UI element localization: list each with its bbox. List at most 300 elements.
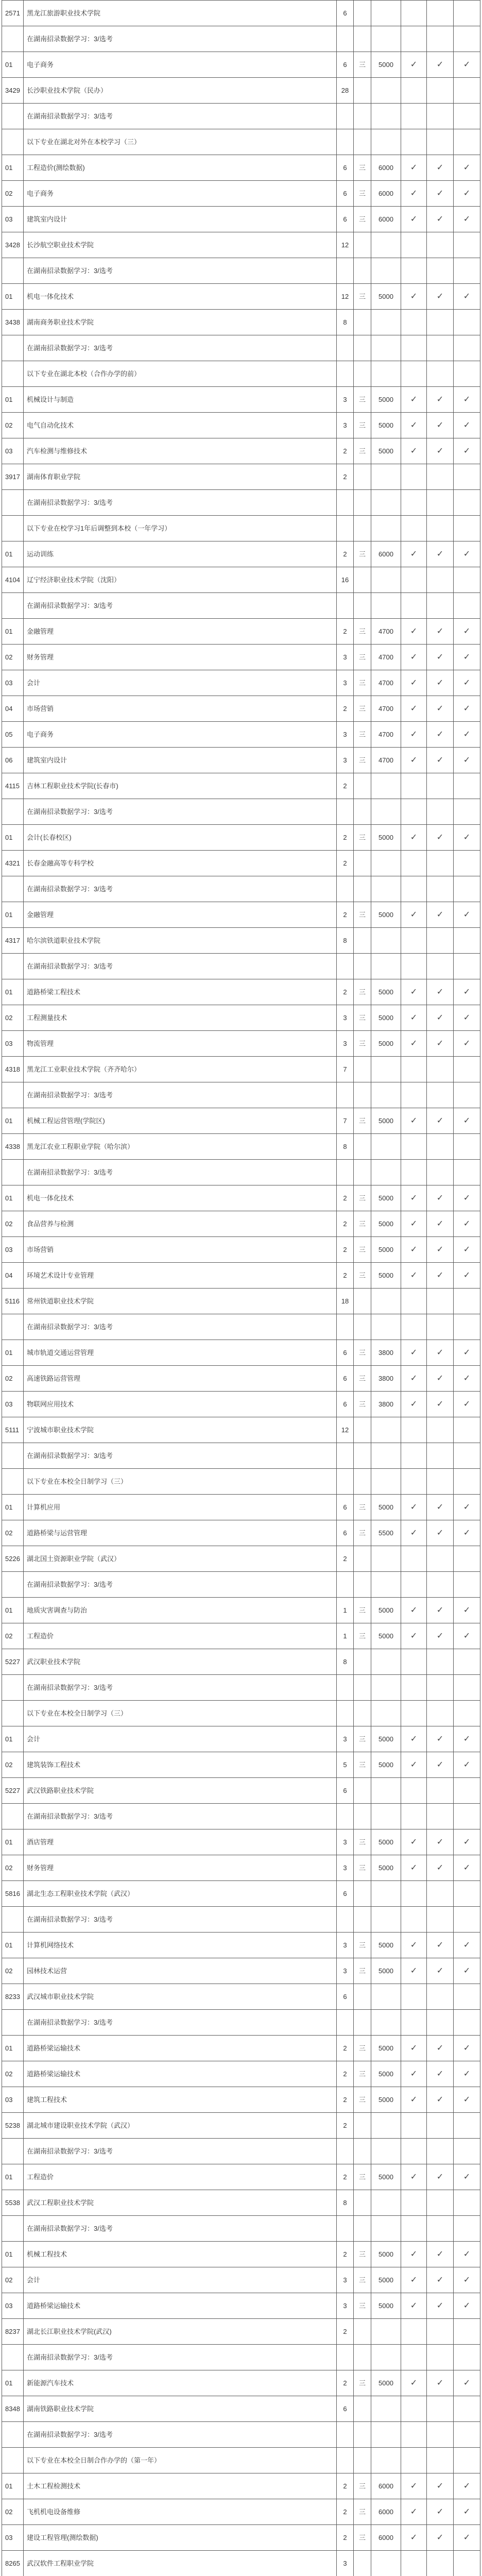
school-row [2, 1984, 480, 2010]
duration-cell: 三 [354, 1520, 371, 1546]
name-cell: 会计 [24, 2267, 337, 2293]
check-cell-b: ✓ [427, 1340, 454, 1366]
count-cell: 2 [337, 2087, 354, 2113]
check-cell-a: ✓ [401, 1031, 427, 1057]
check-cell-b: ✓ [427, 722, 454, 748]
fee-cell: 5000 [371, 2061, 401, 2087]
check-cell-c: ✓ [454, 748, 480, 773]
code-cell [2, 954, 24, 979]
count-cell: 6 [337, 1392, 354, 1417]
note-row [2, 2345, 480, 2370]
duration-cell: 三 [354, 748, 371, 773]
note-row [2, 2139, 480, 2164]
major-row [2, 1392, 480, 1417]
check-cell-b [427, 78, 454, 104]
code-cell: 02 [2, 413, 24, 438]
fee-cell: 4700 [371, 619, 401, 645]
check-cell-a [401, 1314, 427, 1340]
check-cell-a [401, 2216, 427, 2242]
check-cell-c: ✓ [454, 2473, 480, 2499]
fee-cell: 5000 [371, 2370, 401, 2396]
check-cell-c [454, 2345, 480, 2370]
check-cell-a [401, 1675, 427, 1701]
duration-cell [354, 361, 371, 387]
code-cell [2, 1314, 24, 1340]
check-cell-c [454, 1701, 480, 1726]
check-cell-a: ✓ [401, 2087, 427, 2113]
check-cell-b: ✓ [427, 2267, 454, 2293]
major-row [2, 541, 480, 567]
check-cell-a: ✓ [401, 1340, 427, 1366]
code-cell: 5111 [2, 1417, 24, 1443]
school-row [2, 1289, 480, 1314]
check-cell-b: ✓ [427, 2164, 454, 2190]
duration-cell: 三 [354, 2164, 371, 2190]
count-cell: 2 [337, 696, 354, 722]
note-row [2, 1804, 480, 1829]
fee-cell [371, 1675, 401, 1701]
check-cell-c [454, 593, 480, 619]
fee-cell: 4700 [371, 670, 401, 696]
major-row [2, 696, 480, 722]
check-cell-b: ✓ [427, 181, 454, 207]
name-cell: 食品营养与检测 [24, 1211, 337, 1237]
check-cell-b [427, 1, 454, 26]
code-cell: 01 [2, 2164, 24, 2190]
check-cell-c [454, 567, 480, 593]
count-cell: 2 [337, 2242, 354, 2267]
check-cell-a: ✓ [401, 387, 427, 413]
duration-cell: 三 [354, 1829, 371, 1855]
check-cell-a [401, 2319, 427, 2345]
check-cell-b: ✓ [427, 696, 454, 722]
code-cell: 01 [2, 1495, 24, 1520]
name-cell: 机械工程运营管理(学院区) [24, 1108, 337, 1134]
check-cell-a [401, 516, 427, 541]
check-cell-a [401, 1778, 427, 1804]
check-cell-c: ✓ [454, 155, 480, 181]
code-cell [2, 1469, 24, 1495]
name-cell: 土木工程检测技术 [24, 2473, 337, 2499]
code-cell: 03 [2, 670, 24, 696]
count-cell: 6 [337, 1366, 354, 1392]
fee-cell: 5000 [371, 284, 401, 310]
fee-cell [371, 1804, 401, 1829]
check-cell-b: ✓ [427, 541, 454, 567]
school-row [2, 773, 480, 799]
note-row [2, 1314, 480, 1340]
count-cell: 2 [337, 1237, 354, 1263]
duration-cell: 三 [354, 284, 371, 310]
fee-cell: 5000 [371, 2087, 401, 2113]
fee-cell [371, 1, 401, 26]
duration-cell: 三 [354, 1211, 371, 1237]
duration-cell: 三 [354, 1495, 371, 1520]
code-cell: 02 [2, 2267, 24, 2293]
name-cell: 道路桥梁运输技术 [24, 2036, 337, 2061]
check-cell-a: ✓ [401, 181, 427, 207]
check-cell-c [454, 1417, 480, 1443]
name-cell: 计算机网络技术 [24, 1933, 337, 1958]
duration-cell: 三 [354, 1623, 371, 1649]
duration-cell [354, 851, 371, 876]
check-cell-c: ✓ [454, 979, 480, 1005]
check-cell-a [401, 567, 427, 593]
name-cell: 会计 [24, 1726, 337, 1752]
count-cell [337, 876, 354, 902]
check-cell-a: ✓ [401, 284, 427, 310]
duration-cell: 三 [354, 52, 371, 78]
count-cell: 2 [337, 541, 354, 567]
fee-cell [371, 567, 401, 593]
check-cell-c: ✓ [454, 2525, 480, 2551]
check-cell-b: ✓ [427, 1366, 454, 1392]
name-cell: 道路桥梁与运营管理 [24, 1520, 337, 1546]
check-cell-a: ✓ [401, 2242, 427, 2267]
name-cell: 长沙航空职业技术学院 [24, 232, 337, 258]
check-cell-b [427, 851, 454, 876]
count-cell [337, 104, 354, 129]
fee-cell [371, 335, 401, 361]
duration-cell [354, 876, 371, 902]
code-cell: 01 [2, 1598, 24, 1623]
check-cell-a [401, 129, 427, 155]
count-cell: 6 [337, 1778, 354, 1804]
check-cell-a: ✓ [401, 1237, 427, 1263]
count-cell: 2 [337, 2113, 354, 2139]
fee-cell [371, 104, 401, 129]
duration-cell: 三 [354, 2499, 371, 2525]
count-cell [337, 1443, 354, 1469]
name-cell: 会计 [24, 670, 337, 696]
code-cell: 01 [2, 387, 24, 413]
major-row [2, 619, 480, 645]
check-cell-a: ✓ [401, 1958, 427, 1984]
duration-cell: 三 [354, 1263, 371, 1289]
check-cell-c [454, 1, 480, 26]
name-cell: 哈尔滨铁道职业技术学院 [24, 928, 337, 954]
major-row [2, 155, 480, 181]
code-cell: 03 [2, 207, 24, 232]
duration-cell [354, 1289, 371, 1314]
name-cell: 机械工程技术 [24, 2242, 337, 2267]
duration-cell [354, 2448, 371, 2473]
duration-cell [354, 1984, 371, 2010]
count-cell: 2 [337, 438, 354, 464]
check-cell-c: ✓ [454, 438, 480, 464]
count-cell: 2 [337, 2370, 354, 2396]
check-cell-b: ✓ [427, 1598, 454, 1623]
check-cell-a: ✓ [401, 748, 427, 773]
name-cell: 在湖南招录数据学习：3/选考 [24, 593, 337, 619]
duration-cell [354, 2190, 371, 2216]
check-cell-a [401, 1984, 427, 2010]
check-cell-c [454, 2448, 480, 2473]
name-cell: 在湖南招录数据学习：3/选考 [24, 2139, 337, 2164]
code-cell: 03 [2, 1237, 24, 1263]
check-cell-a [401, 851, 427, 876]
check-cell-a [401, 1907, 427, 1933]
count-cell: 2 [337, 1185, 354, 1211]
fee-cell [371, 464, 401, 490]
code-cell [2, 2345, 24, 2370]
count-cell [337, 26, 354, 52]
fee-cell: 5000 [371, 1933, 401, 1958]
fee-cell: 5000 [371, 1598, 401, 1623]
fee-cell: 4700 [371, 748, 401, 773]
major-row [2, 207, 480, 232]
check-cell-b [427, 1572, 454, 1598]
check-cell-c: ✓ [454, 1185, 480, 1211]
name-cell: 武汉职业技术学院 [24, 1649, 337, 1675]
check-cell-b: ✓ [427, 619, 454, 645]
check-cell-c [454, 2139, 480, 2164]
check-cell-a [401, 1057, 427, 1082]
count-cell [337, 1160, 354, 1185]
check-cell-b [427, 773, 454, 799]
fee-cell [371, 1057, 401, 1082]
fee-cell: 5000 [371, 52, 401, 78]
check-cell-b [427, 2190, 454, 2216]
count-cell: 1 [337, 1623, 354, 1649]
count-cell: 2 [337, 851, 354, 876]
code-cell [2, 1907, 24, 1933]
code-cell [2, 258, 24, 284]
fee-cell: 6000 [371, 541, 401, 567]
check-cell-b [427, 1907, 454, 1933]
check-cell-a [401, 2010, 427, 2036]
major-row [2, 1855, 480, 1881]
check-cell-c: ✓ [454, 1829, 480, 1855]
code-cell: 01 [2, 2036, 24, 2061]
check-cell-a: ✓ [401, 155, 427, 181]
check-cell-a [401, 773, 427, 799]
fee-cell: 3800 [371, 1340, 401, 1366]
code-cell [2, 593, 24, 619]
code-cell [2, 1804, 24, 1829]
duration-cell [354, 464, 371, 490]
duration-cell [354, 2345, 371, 2370]
fee-cell [371, 1546, 401, 1572]
check-cell-b [427, 26, 454, 52]
check-cell-b [427, 876, 454, 902]
duration-cell [354, 1778, 371, 1804]
check-cell-c: ✓ [454, 1933, 480, 1958]
check-cell-a [401, 1289, 427, 1314]
fee-cell: 5000 [371, 1237, 401, 1263]
check-cell-c [454, 851, 480, 876]
check-cell-c [454, 1907, 480, 1933]
fee-cell [371, 258, 401, 284]
count-cell: 6 [337, 1881, 354, 1907]
fee-cell [371, 2319, 401, 2345]
major-row [2, 1185, 480, 1211]
count-cell: 3 [337, 1726, 354, 1752]
major-row [2, 284, 480, 310]
code-cell: 04 [2, 696, 24, 722]
duration-cell [354, 1443, 371, 1469]
note-row [2, 2448, 480, 2473]
duration-cell: 三 [354, 1598, 371, 1623]
check-cell-c [454, 1289, 480, 1314]
name-cell: 工程造价 [24, 2164, 337, 2190]
major-row [2, 413, 480, 438]
check-cell-b [427, 1443, 454, 1469]
count-cell: 3 [337, 1933, 354, 1958]
note-row [2, 129, 480, 155]
code-cell: 5116 [2, 1289, 24, 1314]
school-row [2, 2551, 480, 2576]
name-cell: 工程造价(测绘数据) [24, 155, 337, 181]
school-row [2, 232, 480, 258]
school-row [2, 2319, 480, 2345]
check-cell-c: ✓ [454, 2242, 480, 2267]
code-cell: 5227 [2, 1778, 24, 1804]
duration-cell: 三 [354, 696, 371, 722]
name-cell: 武汉软件工程职业学院 [24, 2551, 337, 2576]
fee-cell: 5000 [371, 1185, 401, 1211]
check-cell-a [401, 26, 427, 52]
fee-cell [371, 928, 401, 954]
check-cell-c: ✓ [454, 1520, 480, 1546]
major-row [2, 2370, 480, 2396]
count-cell: 6 [337, 181, 354, 207]
check-cell-b [427, 516, 454, 541]
check-cell-c: ✓ [454, 1340, 480, 1366]
fee-cell [371, 954, 401, 979]
check-cell-a: ✓ [401, 1520, 427, 1546]
check-cell-b: ✓ [427, 1933, 454, 1958]
major-row [2, 1623, 480, 1649]
check-cell-a [401, 1804, 427, 1829]
check-cell-b [427, 464, 454, 490]
fee-cell: 5000 [371, 387, 401, 413]
duration-cell [354, 490, 371, 516]
count-cell: 2 [337, 2061, 354, 2087]
name-cell: 建筑工程技术 [24, 2087, 337, 2113]
check-cell-c: ✓ [454, 2164, 480, 2190]
check-cell-a: ✓ [401, 1752, 427, 1778]
check-cell-a [401, 2551, 427, 2576]
count-cell [337, 2345, 354, 2370]
duration-cell [354, 2139, 371, 2164]
check-cell-a: ✓ [401, 825, 427, 851]
name-cell: 园林技术运营 [24, 1958, 337, 1984]
check-cell-b [427, 2010, 454, 2036]
major-row [2, 1933, 480, 1958]
note-row [2, 2422, 480, 2448]
school-row [2, 1546, 480, 1572]
count-cell: 2 [337, 619, 354, 645]
check-cell-a: ✓ [401, 2267, 427, 2293]
duration-cell [354, 2551, 371, 2576]
check-cell-a: ✓ [401, 1185, 427, 1211]
duration-cell [354, 1417, 371, 1443]
check-cell-b [427, 593, 454, 619]
count-cell: 6 [337, 1340, 354, 1366]
check-cell-b: ✓ [427, 2087, 454, 2113]
count-cell: 3 [337, 645, 354, 670]
code-cell: 5816 [2, 1881, 24, 1907]
check-cell-c: ✓ [454, 1598, 480, 1623]
name-cell: 湖北生态工程职业技术学院（武汉） [24, 1881, 337, 1907]
count-cell: 8 [337, 928, 354, 954]
count-cell: 12 [337, 232, 354, 258]
count-cell [337, 593, 354, 619]
check-cell-b: ✓ [427, 2525, 454, 2551]
check-cell-a [401, 2448, 427, 2473]
name-cell: 机电一体化技术 [24, 284, 337, 310]
check-cell-a: ✓ [401, 1005, 427, 1031]
check-cell-c [454, 1469, 480, 1495]
check-cell-c [454, 1675, 480, 1701]
check-cell-c [454, 928, 480, 954]
check-cell-b: ✓ [427, 2242, 454, 2267]
check-cell-a: ✓ [401, 722, 427, 748]
check-cell-c [454, 1572, 480, 1598]
major-row [2, 1520, 480, 1546]
count-cell: 8 [337, 1134, 354, 1160]
check-cell-a [401, 335, 427, 361]
duration-cell: 三 [354, 2267, 371, 2293]
code-cell [2, 361, 24, 387]
count-cell: 3 [337, 387, 354, 413]
duration-cell [354, 335, 371, 361]
check-cell-c [454, 773, 480, 799]
code-cell: 5538 [2, 2190, 24, 2216]
check-cell-c: ✓ [454, 1211, 480, 1237]
code-cell: 4318 [2, 1057, 24, 1082]
fee-cell: 5000 [371, 1031, 401, 1057]
count-cell [337, 2010, 354, 2036]
check-cell-a [401, 1701, 427, 1726]
fee-cell [371, 2422, 401, 2448]
name-cell: 黑龙江旅游职业技术学院 [24, 1, 337, 26]
fee-cell [371, 1572, 401, 1598]
check-cell-c: ✓ [454, 825, 480, 851]
note-row [2, 258, 480, 284]
table-body [2, 1, 480, 2576]
name-cell: 金融管理 [24, 619, 337, 645]
code-cell: 02 [2, 1855, 24, 1881]
check-cell-c [454, 361, 480, 387]
check-cell-b: ✓ [427, 1263, 454, 1289]
duration-cell: 三 [354, 207, 371, 232]
duration-cell [354, 1675, 371, 1701]
note-row [2, 1082, 480, 1108]
count-cell: 2 [337, 2499, 354, 2525]
note-row [2, 1907, 480, 1933]
code-cell: 01 [2, 979, 24, 1005]
code-cell: 01 [2, 1108, 24, 1134]
fee-cell: 5000 [371, 2036, 401, 2061]
name-cell: 电子商务 [24, 181, 337, 207]
check-cell-c [454, 2422, 480, 2448]
code-cell [2, 516, 24, 541]
major-row [2, 2087, 480, 2113]
check-cell-b [427, 928, 454, 954]
check-cell-a: ✓ [401, 2293, 427, 2319]
check-cell-a: ✓ [401, 670, 427, 696]
name-cell: 吉林工程职业技术学院(长春市) [24, 773, 337, 799]
check-cell-b: ✓ [427, 438, 454, 464]
name-cell: 地质灾害调查与防治 [24, 1598, 337, 1623]
admission-plan-table [2, 0, 480, 2576]
check-cell-c [454, 2396, 480, 2422]
check-cell-b [427, 2422, 454, 2448]
school-row [2, 2190, 480, 2216]
check-cell-b: ✓ [427, 1392, 454, 1417]
